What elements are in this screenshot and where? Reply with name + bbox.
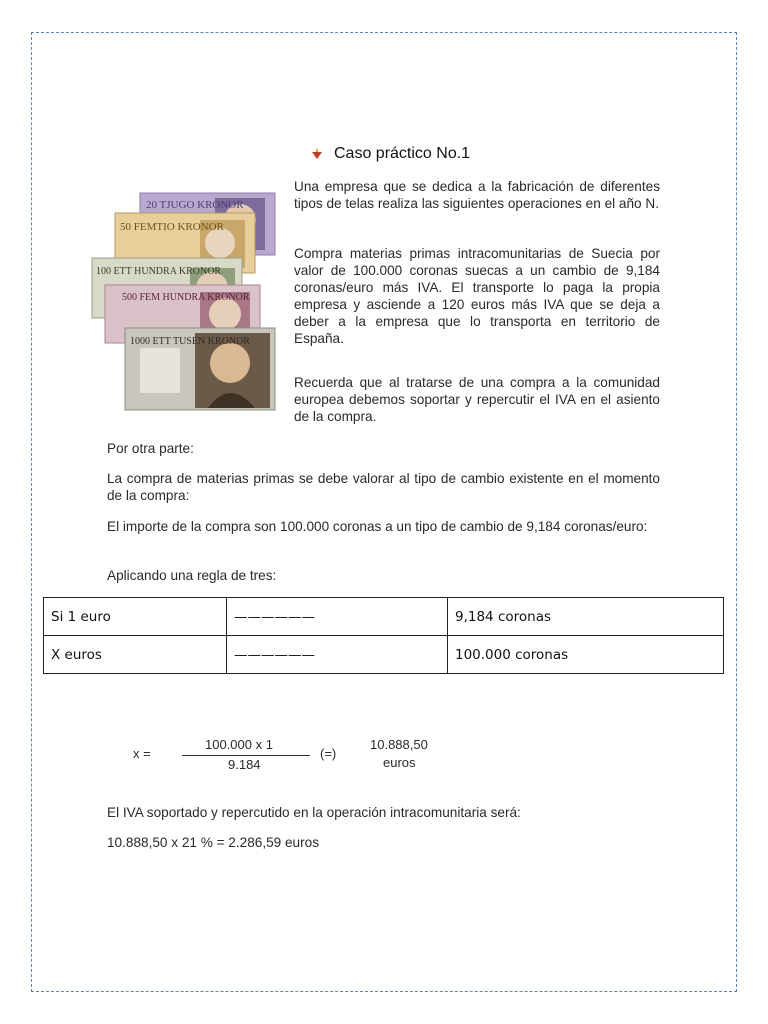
note-500-label: 500 FEM HUNDRA KRONOR	[122, 292, 250, 303]
paragraph-intro: Una empresa que se dedica a la fabricación de diferentes tipos de telas realiza las siguientes operaciones en el año N.	[294, 179, 660, 211]
table-cell: 9,184 coronas	[448, 598, 724, 636]
paragraph-rule-of-three: Aplicando una regla de tres:	[107, 568, 277, 583]
formula-lhs: x =	[133, 746, 151, 761]
paragraph-reminder: Recuerda que al tratarse de una compra a la comunidad europea debemos soportar y repercutir el IVA en el asiento de la compra.	[294, 375, 660, 424]
rule-of-three-table	[43, 597, 724, 674]
paragraph-purchase: Compra materias primas intracomunitarias de Suecia por valor de 100.000 coronas suecas a un cambio de 9,184 coronas/euro más IVA. El transporte lo paga la propia empresa y asciende a 120 euros más IVA que se deja a deber a la empresa que lo transporta en territorio de España.	[294, 246, 660, 346]
formula-numerator: 100.000 x 1	[205, 737, 273, 752]
paragraph-valuation: La compra de materias primas se debe valorar al tipo de cambio existente en el momento de la compra:	[107, 471, 660, 503]
paragraph-iva-result: 10.888,50 x 21 % = 2.286,59 euros	[107, 835, 319, 850]
banknote-1000	[125, 328, 275, 410]
note-100-label: 100 ETT HUNDRA KRONOR	[96, 266, 222, 277]
formula-result-unit: euros	[383, 755, 416, 770]
formula-denominator: 9.184	[228, 757, 261, 772]
formula-equals: (=)	[320, 746, 337, 761]
table-row	[44, 598, 724, 636]
paragraph-otra-parte: Por otra parte:	[107, 441, 194, 456]
table-row	[44, 636, 724, 674]
table-cell: ——————	[227, 636, 448, 674]
table-cell: Si 1 euro	[44, 598, 227, 636]
heading-text: Caso práctico No.1	[334, 145, 471, 162]
arrow-bullet-icon	[310, 148, 324, 160]
paragraph-iva-intro: El IVA soportado y repercutido en la operación intracomunitaria será:	[107, 805, 521, 820]
swedish-banknotes-image	[90, 188, 280, 414]
section-heading	[310, 145, 470, 163]
table-cell: ——————	[227, 598, 448, 636]
note-50-label: 50 FEMTIO KRONOR	[120, 221, 224, 233]
fraction-line	[182, 755, 310, 756]
table-cell: X euros	[44, 636, 227, 674]
formula-result-value: 10.888,50	[370, 737, 428, 752]
note-20-label: 20 TJUGO KRONOR	[146, 199, 244, 211]
paragraph-amount: El importe de la compra son 100.000 coronas a un tipo de cambio de 9,184 coronas/euro:	[107, 519, 648, 534]
note-1000-label: 1000 ETT TUSEN KRONOR	[130, 336, 250, 347]
table-cell: 100.000 coronas	[448, 636, 724, 674]
